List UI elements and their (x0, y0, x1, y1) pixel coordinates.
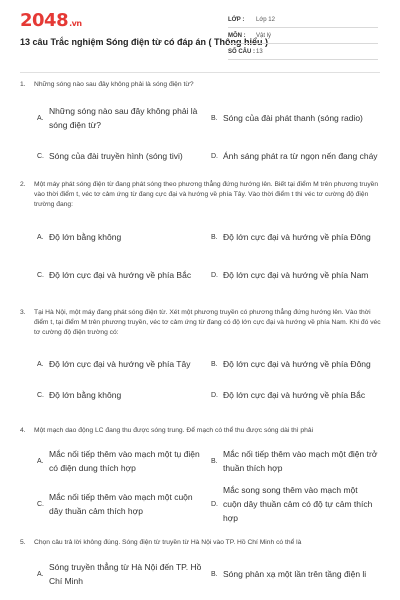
option-letter: C. (37, 391, 44, 399)
options-grid (34, 442, 382, 528)
logo-main: 2048 (20, 10, 69, 31)
option-d[interactable] (208, 480, 382, 528)
option-c[interactable] (34, 382, 208, 408)
question-5 (20, 538, 382, 594)
option-letter: A. (37, 457, 44, 465)
option-d[interactable] (208, 138, 382, 174)
meta-key: SỐ CÂU : (228, 48, 255, 55)
option-d[interactable] (208, 256, 382, 294)
option-letter: A. (37, 114, 44, 122)
question-number: 4. (20, 427, 26, 434)
option-text: Độ lớn cực đại và hướng về phía Nam (223, 270, 369, 280)
question-prompt: Những sóng nào sau đây không phải là sóng điện từ? (34, 81, 194, 88)
question-list (20, 80, 382, 594)
meta-row-grade (228, 12, 378, 28)
option-letter: A. (37, 360, 44, 368)
meta-key: LỚP : (228, 16, 245, 23)
option-letter: D. (211, 500, 218, 508)
option-letter: B. (211, 114, 218, 122)
option-text: Sóng của đài truyền hình (sóng tivi) (49, 151, 183, 161)
option-a[interactable] (34, 98, 208, 138)
question-number: 2. (20, 181, 26, 188)
option-text: Độ lớn cực đại và hướng về phía Tây (49, 359, 191, 369)
option-c[interactable] (34, 138, 208, 174)
option-d[interactable] (208, 382, 382, 408)
page-header (0, 0, 400, 66)
option-letter: D. (211, 391, 218, 399)
meta-row-subject (228, 28, 378, 44)
option-letter: B. (211, 360, 218, 368)
option-letter: A. (37, 233, 44, 241)
meta-row-count (228, 44, 378, 60)
option-letter: B. (211, 233, 218, 241)
question-3 (20, 308, 382, 426)
question-text (20, 538, 382, 548)
question-prompt: Một mạch dao động LC đang thu được sóng trung. Để mạch có thể thu được sóng dài thì phải (34, 427, 314, 434)
option-letter: C. (37, 271, 44, 279)
options-grid (34, 346, 382, 408)
option-letter: A. (37, 570, 44, 578)
option-text: Độ lớn cực đại và hướng về phía Đông (223, 232, 371, 242)
question-text (20, 426, 382, 436)
option-b[interactable] (208, 98, 382, 138)
question-prompt: Một máy phát sóng điện từ đang phát sóng theo phương thẳng đứng hướng lên. Biết tại điểm M trên phương truyền vào thời điểm t, véc tơ cảm ứng từ đang cực đại và hướng về phía Tây. Vào thời điểm t thì véc tơ cường độ điện trường đang: (34, 181, 379, 208)
option-text: Độ lớn cực đại và hướng về phía Bắc (223, 390, 366, 400)
options-grid (34, 556, 382, 592)
option-letter: D. (211, 152, 218, 160)
option-b[interactable] (208, 218, 382, 256)
header-divider (20, 72, 380, 73)
option-text: Độ lớn bằng không (49, 390, 122, 400)
option-c[interactable] (34, 480, 208, 528)
option-text: Độ lớn cực đại và hướng về phía Bắc (49, 270, 192, 280)
option-text: Sóng phản xạ một lần trên tầng điện li (223, 569, 367, 579)
option-a[interactable] (34, 442, 208, 480)
option-text: Độ lớn bằng không (49, 232, 122, 242)
option-text: Sóng truyền thẳng từ Hà Nội đến TP. Hồ Chí Minh (49, 562, 202, 586)
meta-value: Vật lý (256, 32, 272, 39)
option-text: Mắc nối tiếp thêm vào mạch một cuộn dây thuần cảm thích hợp (49, 492, 193, 516)
option-text: Ánh sáng phát ra từ ngọn nến đang cháy (223, 151, 378, 161)
question-4 (20, 426, 382, 538)
option-text: Mắc nối tiếp thêm vào mạch một điện trở thuần thích hợp (223, 449, 378, 473)
question-text (20, 180, 382, 210)
option-b[interactable] (208, 556, 382, 592)
question-prompt: Chọn câu trả lời không đúng. Sóng điện từ truyền từ Hà Nội vào TP. Hồ Chí Minh có thể là (34, 539, 302, 546)
option-letter: D. (211, 271, 218, 279)
option-text: Mắc song song thêm vào mạch một cuộn dây thuần cảm có độ tự cảm thích hợp (223, 485, 373, 523)
option-b[interactable] (208, 346, 382, 382)
option-letter: C. (37, 152, 44, 160)
option-text: Sóng của đài phát thanh (sóng radio) (223, 113, 363, 123)
page-title: 13 câu Trắc nghiệm Sóng điện từ có đáp án ( Thông hiểu ) (20, 37, 269, 47)
option-a[interactable] (34, 346, 208, 382)
option-a[interactable] (34, 556, 208, 592)
meta-value: 13 (256, 48, 263, 55)
options-grid (34, 98, 382, 174)
option-letter: B. (211, 457, 218, 465)
meta-value: Lớp 12 (256, 16, 275, 23)
option-text: Những sóng nào sau đây không phải là sóng điện từ? (49, 106, 198, 130)
logo-suffix: .vn (69, 19, 82, 28)
question-number: 3. (20, 309, 26, 316)
meta-key: MÔN : (228, 32, 246, 39)
question-number: 5. (20, 539, 26, 546)
question-prompt: Tại Hà Nội, một máy đang phát sóng điện từ. Xét một phương truyền có phương thẳng đứng hướng lên. Vào thời điểm t, tại điểm M trên phương truyền, véc tơ cảm ứng từ đang có độ lớn cực đại và hướng về phía Nam. Khi đó véc tơ cường độ điện trường có: (34, 309, 381, 336)
option-letter: C. (37, 500, 44, 508)
option-c[interactable] (34, 256, 208, 294)
meta-table (228, 12, 378, 60)
option-text: Độ lớn cực đại và hướng về phía Đông (223, 359, 371, 369)
question-2 (20, 180, 382, 308)
question-number: 1. (20, 81, 26, 88)
question-text (20, 80, 382, 90)
option-letter: B. (211, 570, 218, 578)
option-a[interactable] (34, 218, 208, 256)
option-text: Mắc nối tiếp thêm vào mạch một tụ điện có điện dung thích hợp (49, 449, 200, 473)
question-1 (20, 80, 382, 180)
option-b[interactable] (208, 442, 382, 480)
options-grid (34, 218, 382, 294)
question-text (20, 308, 382, 338)
